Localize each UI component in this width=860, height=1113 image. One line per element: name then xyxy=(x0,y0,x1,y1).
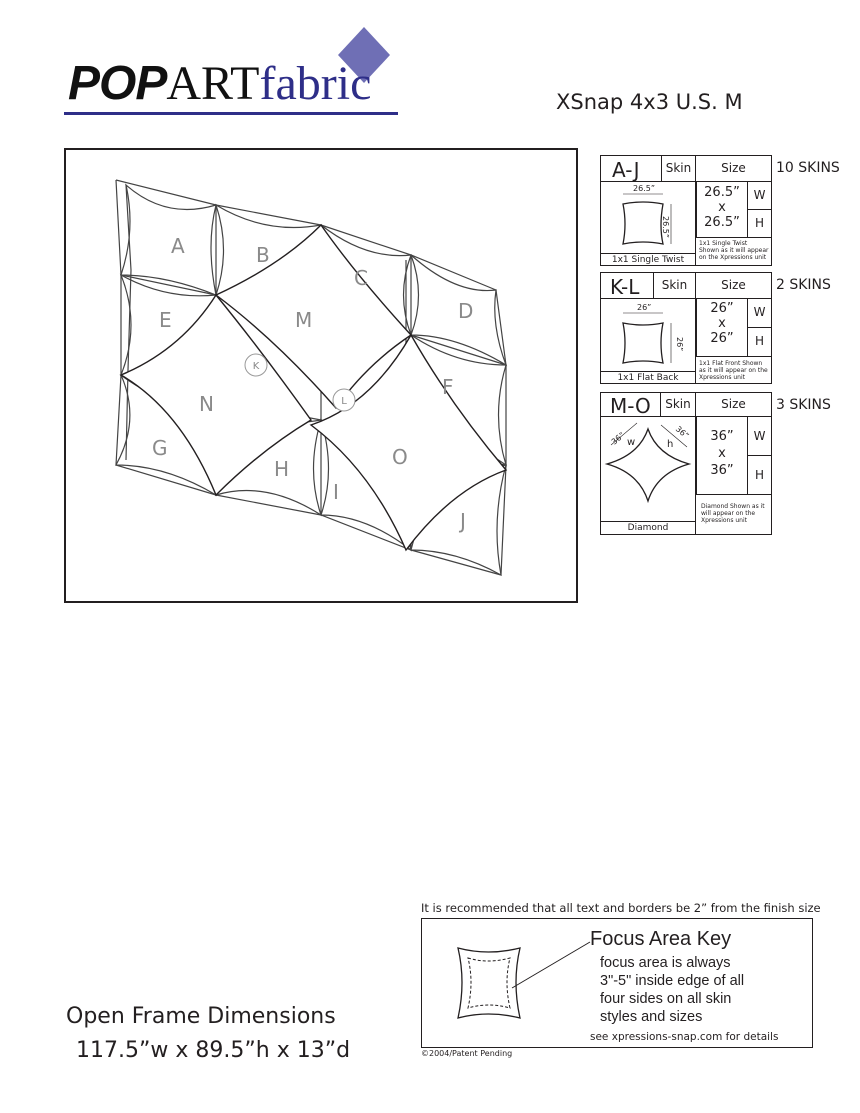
recommendation-note: It is recommended that all text and borders be 2” from the finish size xyxy=(421,901,821,915)
focus-key-title: Focus Area Key xyxy=(590,928,732,950)
size-width: 26.5” xyxy=(704,185,740,200)
frame-truss xyxy=(116,180,121,465)
focus-key-line: focus area is always xyxy=(600,955,731,971)
panel-label-b: B xyxy=(256,243,270,267)
panel-label-j: J xyxy=(460,509,466,533)
panel-label-o: O xyxy=(392,445,408,469)
skins-count-a-j: 10 SKINS xyxy=(776,160,840,176)
brand-logo xyxy=(68,57,372,110)
skin-table-m-o xyxy=(600,392,772,535)
skins-count-k-l: 2 SKINS xyxy=(776,277,831,293)
panel-label-a: A xyxy=(171,234,185,258)
open-frame-title: Open Frame Dimensions xyxy=(66,1004,336,1029)
size-width: 36” xyxy=(710,429,734,444)
dim-top: 36” xyxy=(609,430,627,447)
callout-k: K xyxy=(252,361,260,372)
logo-fabric: fabric xyxy=(259,57,372,110)
size-height: 36” xyxy=(710,463,734,478)
panel-label-f: F xyxy=(442,375,454,399)
focus-key-line: four sides on all skin xyxy=(600,991,732,1007)
size-values xyxy=(696,417,748,495)
focus-key-line: styles and sizes xyxy=(600,1009,703,1025)
size-header: Size xyxy=(696,393,771,417)
skin-note: 1x1 Single Twist Shown as it will appear on the Xpressions unit xyxy=(699,240,769,261)
skin-code: M-O xyxy=(610,394,651,418)
focus-area-icon xyxy=(450,940,600,1025)
size-header: Size xyxy=(696,273,771,299)
panel-label-c: C xyxy=(354,266,368,290)
size-height: 26.5” xyxy=(704,215,740,230)
skin-style: Diamond xyxy=(601,521,696,535)
callout-l: L xyxy=(341,396,347,407)
skins-count-m-o: 3 SKINS xyxy=(776,397,831,413)
panel-label-g: G xyxy=(152,436,168,460)
size-height: 26” xyxy=(710,331,734,346)
size-x: x xyxy=(718,446,726,461)
size-header: Size xyxy=(696,156,771,182)
width-label: W xyxy=(748,182,771,210)
skin-header: Skin xyxy=(662,156,696,182)
model-title: XSnap 4x3 U.S. M xyxy=(556,90,743,114)
height-label: H xyxy=(748,456,771,495)
dim-top: 26” xyxy=(637,303,652,312)
skin-table-a-j xyxy=(600,155,772,266)
height-label: H xyxy=(748,328,771,357)
panel-label-i: I xyxy=(333,480,339,504)
logo-underline xyxy=(64,112,398,115)
panel-label-n: N xyxy=(199,392,214,416)
skin-note: Diamond Shown as it will appear on the Xpressions unit xyxy=(701,503,765,524)
frame-drawing xyxy=(66,150,576,601)
skin-table-k-l xyxy=(600,272,772,384)
logo-pop: POP xyxy=(68,57,167,110)
size-x: x xyxy=(718,316,726,331)
size-x: x xyxy=(718,200,726,215)
skin-code: K-L xyxy=(610,275,640,299)
dim-side: 36” xyxy=(673,424,691,441)
width-label: W xyxy=(748,299,771,328)
focus-key-line: 3"-5" inside edge of all xyxy=(600,973,745,989)
size-values xyxy=(696,182,748,238)
dim-top: 26.5” xyxy=(633,184,655,193)
skin-code: A-J xyxy=(612,158,640,182)
skin-style: 1x1 Single Twist xyxy=(601,253,696,266)
panel-label-d: D xyxy=(458,299,474,323)
panel-label-e: E xyxy=(159,308,172,332)
panel-label-h: H xyxy=(274,457,290,481)
dim-side: 26.5” xyxy=(661,216,670,238)
size-values xyxy=(696,299,748,357)
open-frame-dimensions: 117.5”w x 89.5”h x 13”d xyxy=(76,1038,351,1063)
skin-note: 1x1 Flat Front Shown as it will appear on the Xpressions unit xyxy=(699,360,768,381)
copyright: ©2004/Patent Pending xyxy=(421,1049,513,1058)
dim-w: w xyxy=(627,437,636,448)
skin-header: Skin xyxy=(654,273,696,299)
skin-style: 1x1 Flat Back xyxy=(601,371,696,384)
focus-key-link[interactable]: see xpressions-snap.com for details xyxy=(590,1031,779,1043)
logo-art: ART xyxy=(166,57,260,110)
width-label: W xyxy=(748,417,771,456)
skin-header: Skin xyxy=(661,393,696,417)
height-label: H xyxy=(748,210,771,238)
dim-h: h xyxy=(667,439,674,450)
size-width: 26” xyxy=(710,301,734,316)
panel-label-m: M xyxy=(295,308,313,332)
dim-side: 26” xyxy=(675,337,684,352)
